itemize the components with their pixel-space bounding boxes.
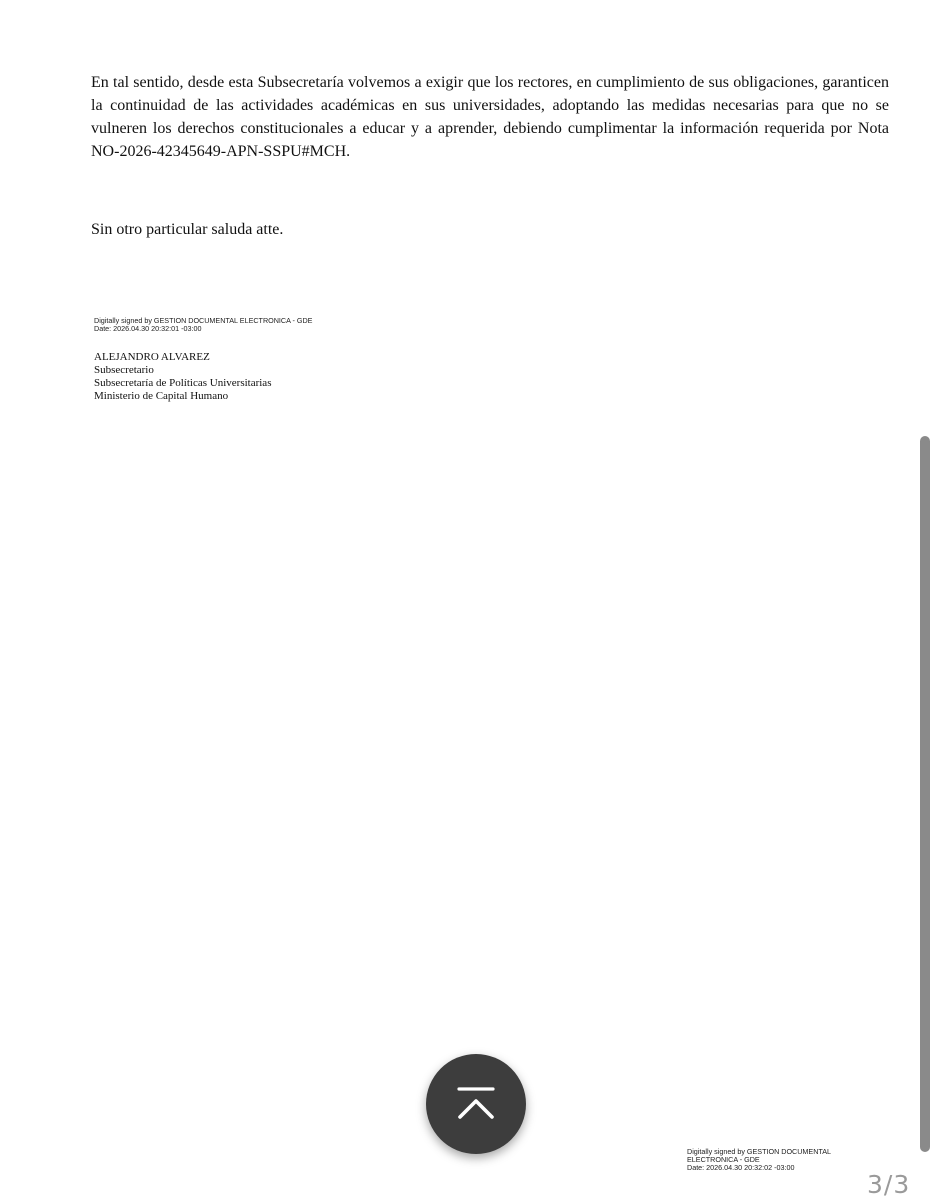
signature-stamp-line: Digitally signed by GESTION DOCUMENTAL ELECTRONICA - GDE — [94, 316, 313, 325]
signer-name: ALEJANDRO ALVAREZ — [94, 351, 210, 363]
footer-stamp-line1: Digitally signed by GESTION DOCUMENTAL — [687, 1147, 832, 1156]
footer-stamp-date: Date: 2026.04.30 20:32:02 -03:00 — [687, 1163, 795, 1172]
page-counter: 3/3 — [867, 1170, 911, 1199]
footer-signature-stamp — [687, 1148, 877, 1172]
closing-text: Sin otro particular saluda atte. — [91, 221, 284, 238]
signer-block — [94, 351, 271, 403]
signature-stamp-date: Date: 2026.04.30 20:32:01 -03:00 — [94, 324, 202, 333]
scroll-to-top-button[interactable] — [426, 1054, 526, 1154]
vertical-scrollbar[interactable] — [920, 436, 930, 1152]
chevron-up-bar-icon — [456, 1084, 496, 1124]
footer-stamp-line2: ELECTRONICA - GDE — [687, 1155, 760, 1164]
signer-ministry: Ministerio de Capital Humano — [94, 390, 229, 402]
signer-role: Subsecretario — [94, 364, 154, 376]
body-paragraph: En tal sentido, desde esta Subsecretaría volvemos a exigir que los rectores, en cumplimiento de sus obligaciones, garanticen la continuidad de las actividades académicas en sus universidades, adoptando las medidas necesarias para que no se vulneren los derechos constitucionales a educar y a aprender, debiendo cumplimentar la información requerida por Nota NO-2026-42345649-APN-SSPU#MCH. — [91, 74, 889, 160]
digital-signature-stamp — [94, 317, 312, 333]
scrollbar-thumb[interactable] — [920, 436, 930, 1152]
signer-office: Subsecretaría de Políticas Universitarias — [94, 377, 272, 389]
